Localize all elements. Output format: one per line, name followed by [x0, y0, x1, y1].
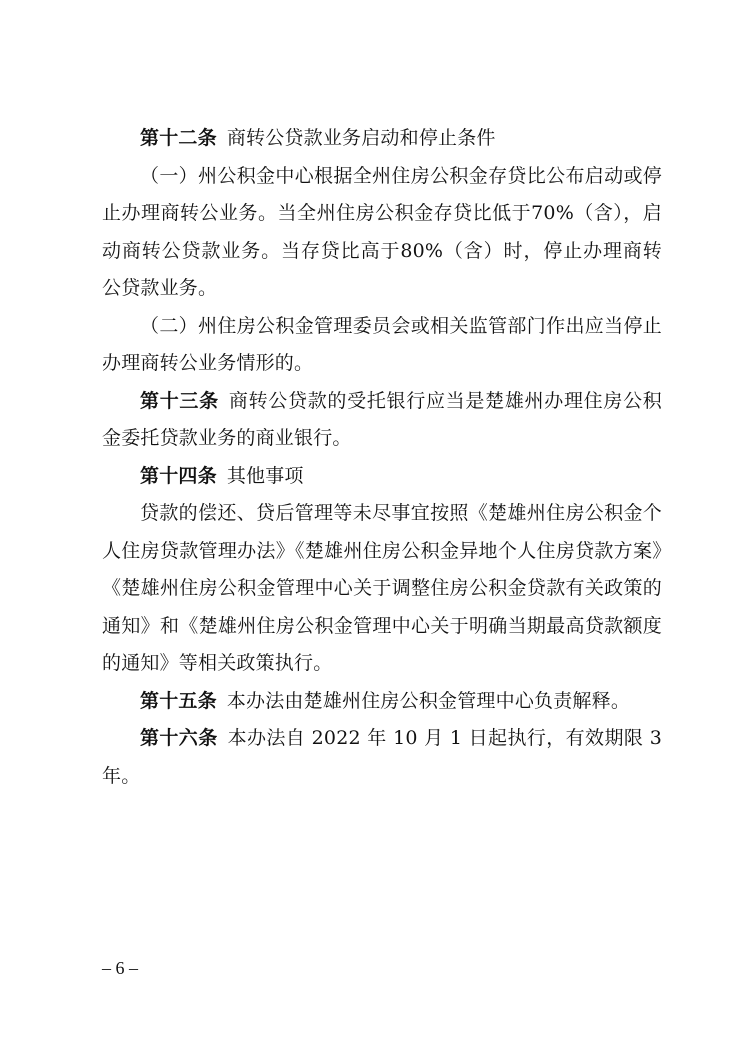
other-matters-paragraph: [102, 495, 662, 683]
article-15-heading: 第十五条: [140, 689, 217, 712]
article-14-paragraph: [102, 458, 662, 496]
article-13-paragraph: [102, 383, 662, 458]
article-16-heading: 第十六条: [140, 727, 218, 749]
document-body: [102, 120, 662, 795]
clause-1-text: （一）州公积金中心根据全州住房公积金存贷比公布启动或停止办理商转公业务。当全州住房公积金存贷比低于70%（含），启动商转公贷款业务。当存贷比高于80%（含）时，停止办理商转公贷款业务。: [102, 164, 662, 299]
other-matters-text: 贷款的偿还、贷后管理等未尽事宜按照《楚雄州住房公积金个人住房贷款管理办法》《楚雄州住房公积金异地个人住房贷款方案》《楚雄州住房公积金管理中心关于调整住房公积金贷款有关政策的通知》和《楚雄州住房公积金管理中心关于明确当期最高贷款额度的通知》等相关政策执行。: [102, 502, 662, 674]
article-14-heading: 第十四条: [140, 464, 217, 487]
article-12-text: 商转公贷款业务启动和停止条件: [226, 127, 496, 149]
article-15-paragraph: [102, 683, 662, 721]
page-number: – 6 –: [102, 958, 138, 978]
clause-2-text: （二）州住房公积金管理委员会或相关监管部门作出应当停止办理商转公业务情形的。: [102, 314, 662, 374]
clause-1-paragraph: [102, 158, 662, 308]
clause-2-paragraph: [102, 308, 662, 383]
article-12-heading: 第十二条: [140, 127, 217, 149]
article-13-text: 商转公贷款的受托银行应当是楚雄州办理住房公积金委托贷款业务的商业银行。: [102, 389, 662, 449]
article-12-paragraph: [102, 120, 662, 158]
article-16-text: 本办法自 2022 年 10 月 1 日起执行，有效期限 3 年。: [102, 727, 662, 787]
article-14-text: 其他事项: [226, 464, 304, 487]
article-13-heading: 第十三条: [140, 389, 219, 412]
article-16-paragraph: [102, 720, 662, 795]
article-15-text: 本办法由楚雄州住房公积金管理中心负责解释。: [226, 689, 631, 712]
